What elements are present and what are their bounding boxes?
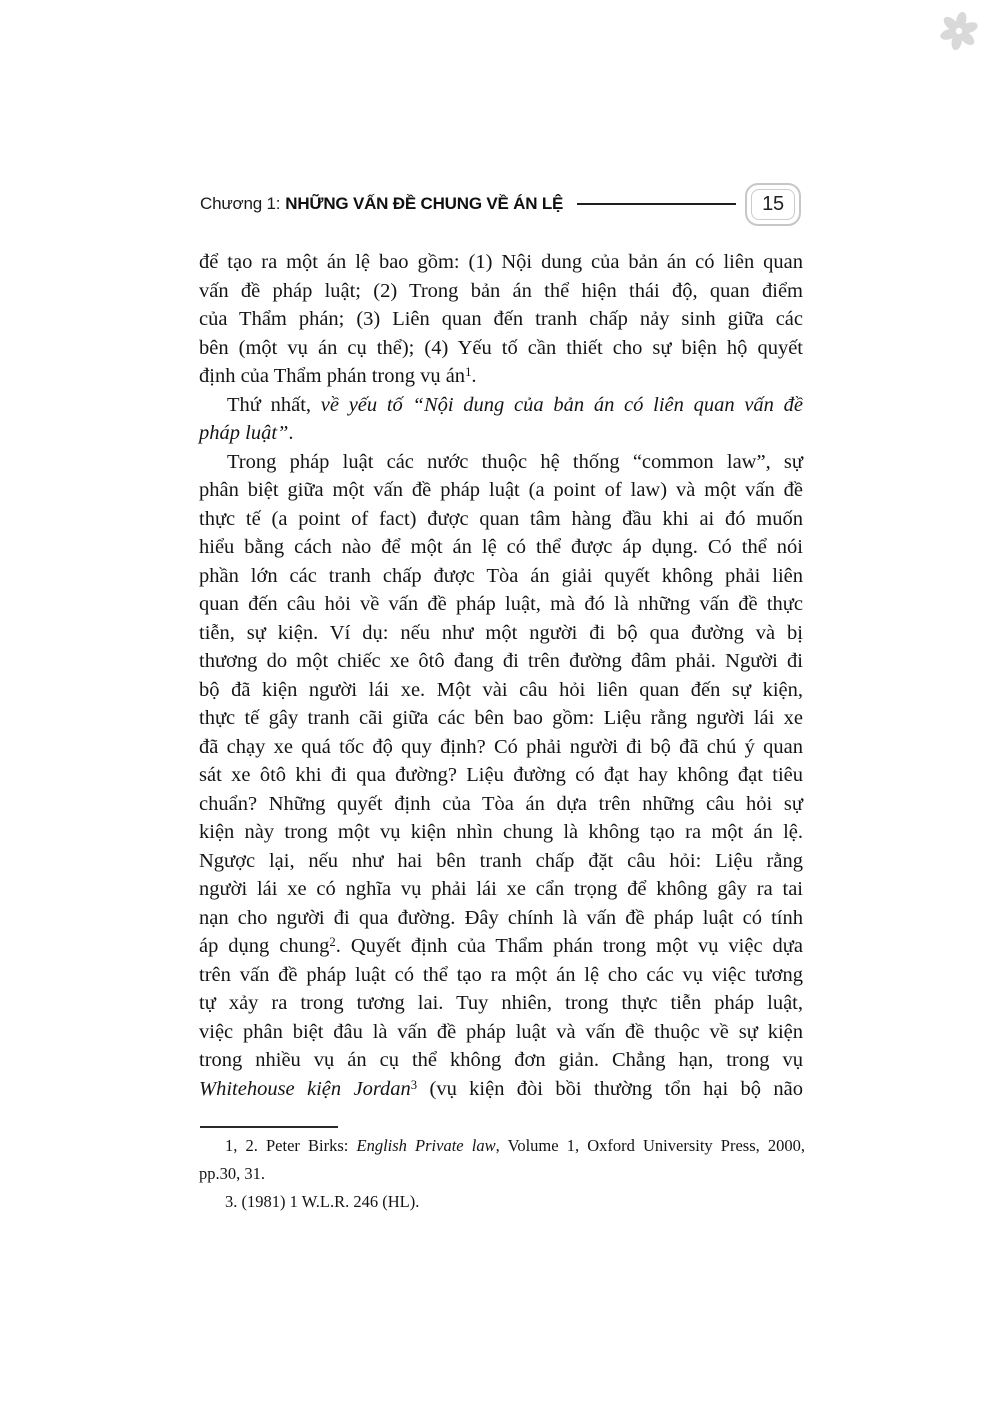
text-line — [199, 904, 803, 933]
text-line — [199, 1018, 803, 1047]
footnote-marker: 1 — [465, 365, 472, 380]
text-run: nạn cho người đi qua đường. Đây chính là vấn đề pháp luật có tính — [199, 906, 803, 929]
text-line — [199, 562, 803, 591]
text-run: trong nhiều vụ án cụ thể không đơn giản. Chẳng hạn, trong vụ — [199, 1049, 803, 1071]
text-run: sát xe ôtô khi đi qua đường? Liệu đường có đạt hay không đạt tiêu — [199, 764, 803, 786]
text-line — [199, 761, 803, 790]
text-line — [199, 362, 803, 391]
footnotes — [199, 1132, 805, 1216]
text-run: (vụ kiện đòi bồi thường tổn hại bộ não — [417, 1077, 803, 1100]
text-run: quan đến câu hỏi về vấn đề pháp luật, mà đó là những vấn đề thực — [199, 593, 803, 615]
footnote-marker: 2 — [329, 935, 336, 950]
text-line — [199, 961, 803, 990]
text-line — [199, 733, 803, 762]
text-run: đã chạy xe quá tốc độ quy định? Có phải người đi bộ đã chú ý quan — [199, 735, 803, 758]
text-run: pháp luật” — [199, 422, 289, 444]
text-run: việc phân biệt đâu là vấn đề pháp luật và vấn đề thuộc về sự kiện — [199, 1020, 803, 1043]
text-run: 1, 2. Peter Birks: — [225, 1136, 357, 1155]
text-run: người lái xe có nghĩa vụ phải lái xe cẩn trọng để không gây ra tai — [199, 878, 803, 900]
page-number: 15 — [751, 189, 795, 220]
text-run: chuẩn? Những quyết định của Tòa án dựa trên những câu hỏi sự — [199, 792, 803, 815]
text-run: . — [471, 365, 477, 387]
text-line — [199, 476, 803, 505]
text-run: English Private law — [356, 1136, 496, 1155]
text-run: của Thẩm phán; (3) Liên quan đến tranh chấp nảy sinh giữa các — [199, 308, 803, 330]
header-rule — [577, 203, 736, 206]
text-run: hiểu bằng cách nào để một án lệ có thể được áp dụng. Có thể nói — [199, 536, 803, 558]
text-run: bộ đã kiện người lái xe. Một vài câu hỏi liên quan đến sự kiện, — [199, 678, 803, 701]
text-run: Whitehouse kiện Jordan — [199, 1077, 411, 1100]
page-header — [200, 180, 801, 228]
text-run: thương do một chiếc xe ôtô đang đi trên đường đâm phải. Người đi — [199, 650, 803, 672]
text-run: , Volume 1, Oxford University Press, 2000, — [495, 1136, 806, 1155]
text-line — [199, 448, 803, 477]
text-run: Thứ nhất, — [227, 393, 321, 416]
text-line — [199, 704, 803, 733]
flower-ornament-icon — [938, 10, 980, 52]
text-run: vấn đề pháp luật; (2) Trong bản án thể hiện thái độ, quan điểm — [199, 279, 803, 302]
text-line — [199, 505, 803, 534]
text-run: bên (một vụ án cụ thể); (4) Yếu tố cần thiết cho sự biện hộ quyết — [199, 336, 803, 359]
chapter-label: Chương 1: — [200, 194, 281, 213]
text-run: phần lớn các tranh chấp được Tòa án giải quyết không phải liên — [199, 564, 803, 587]
text-line — [199, 989, 803, 1018]
text-line — [199, 305, 803, 334]
text-run: . — [288, 422, 294, 444]
footnote-marker: 3 — [410, 1077, 418, 1092]
body-text — [199, 248, 803, 1103]
text-run: thực tế gây tranh cãi giữa các bên bao gồm: Liệu rằng người lái xe — [199, 707, 803, 729]
text-run: pp.30, 31. — [199, 1164, 265, 1183]
text-run: thực tế (a point of fact) được quan tâm hàng đầu khi ai đó muốn — [199, 507, 803, 530]
text-line — [199, 248, 803, 277]
text-line — [199, 647, 803, 676]
text-line — [199, 277, 803, 306]
text-line — [199, 533, 803, 562]
text-line — [199, 334, 803, 363]
text-line — [199, 1075, 803, 1104]
text-line — [199, 590, 803, 619]
text-line — [199, 790, 803, 819]
text-run: phân biệt giữa một vấn đề pháp luật (a point of law) và một vấn đề — [199, 479, 803, 501]
text-run: để tạo ra một án lệ bao gồm: (1) Nội dung của bản án có liên quan — [199, 251, 803, 273]
text-line — [199, 676, 803, 705]
text-line — [199, 619, 803, 648]
page-number-box — [745, 183, 801, 226]
text-line — [199, 1132, 805, 1160]
text-run: định của Thẩm phán trong vụ án — [199, 365, 466, 387]
text-line — [199, 391, 803, 420]
text-run: . Quyết định của Thẩm phán trong một vụ việc dựa — [335, 935, 803, 957]
text-run: trên vấn đề pháp luật có thể tạo ra một án lệ cho các vụ việc tương — [199, 963, 803, 986]
text-run: tiễn, sự kiện. Ví dụ: nếu như một người đi bộ qua đường và bị — [199, 621, 803, 644]
text-line — [199, 419, 803, 448]
text-run: Trong pháp luật các nước thuộc hệ thống “common law”, sự — [227, 450, 803, 473]
footnote-divider — [200, 1126, 338, 1128]
chapter-title: NHỮNG VẤN ĐỀ CHUNG VỀ ÁN LỆ — [285, 194, 564, 213]
text-run: áp dụng chung — [199, 935, 330, 957]
text-run: 3. (1981) 1 W.L.R. 246 (HL). — [225, 1192, 420, 1211]
text-line — [199, 1188, 805, 1216]
text-run: kiện này trong một vụ kiện nhìn chung là không tạo ra một án lệ. — [199, 821, 803, 843]
text-run: Ngược lại, nếu như hai bên tranh chấp đặt câu hỏi: Liệu rằng — [199, 849, 803, 872]
text-line — [199, 875, 803, 904]
text-line — [199, 932, 803, 961]
text-run: tự xảy ra trong tương lai. Tuy nhiên, trong thực tiễn pháp luật, — [199, 992, 803, 1014]
text-line — [199, 1160, 805, 1188]
text-run: về yếu tố “Nội dung của bản án có liên quan vấn đề — [320, 393, 803, 416]
text-line — [199, 847, 803, 876]
text-line — [199, 1046, 803, 1075]
text-line — [199, 818, 803, 847]
